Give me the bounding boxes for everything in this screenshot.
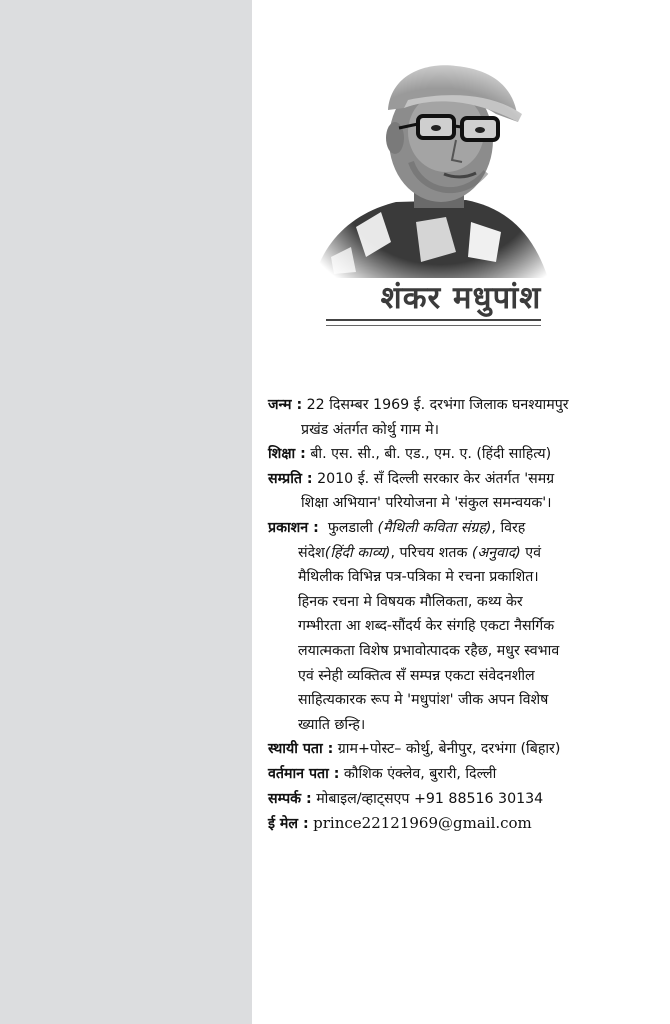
publication-l2e: एवं bbox=[520, 544, 542, 561]
grey-side-band bbox=[0, 0, 252, 1024]
publication-l2d: (अनुवाद) bbox=[471, 544, 521, 561]
contact-value: मोबाइल/व्हाट्सएप +91 88516 30134 bbox=[316, 790, 544, 807]
publication-l1c: , विरह bbox=[491, 519, 526, 536]
title-underline-thin bbox=[326, 325, 541, 326]
publication-l1a: फुलडाली bbox=[327, 519, 378, 536]
publication-label: प्रकाशन : bbox=[268, 519, 319, 536]
permanent-address-value: ग्राम+पोस्ट– कोर्थु, बेनीपुर, दरभंगा (बिहार) bbox=[337, 741, 561, 758]
education-row bbox=[268, 442, 618, 467]
current-address-row bbox=[268, 762, 618, 787]
current-address-value: कौशिक एंक्लेव, बुरारी, दिल्ली bbox=[343, 765, 497, 782]
permanent-address-label: स्थायी पता : bbox=[268, 741, 334, 758]
description-line2: गम्भीरता आ शब्द-सौंदर्य केर संगहि एकटा नैसर्गिक bbox=[298, 618, 555, 635]
publication-line3: मैथिलीक विभिन्न पत्र-पत्रिका मे रचना प्रकाशित। bbox=[298, 569, 539, 586]
description-line1: हिनक रचना मे विषयक मौलिकता, कथ्य केर bbox=[298, 593, 523, 610]
publication-l1b: (मैथिली कविता संग्रह) bbox=[377, 519, 492, 536]
description-line3: लयात्मकता विशेष प्रभावोत्पादक रहैछ, मधुर स्वभाव bbox=[298, 642, 560, 659]
biography-block bbox=[268, 393, 618, 837]
description-line4: एवं स्नेही व्यक्तित्व सँ सम्पन्न एकटा संवेदनशील bbox=[298, 667, 535, 684]
publication-row bbox=[268, 516, 618, 541]
title-wrap bbox=[252, 276, 670, 318]
education-value: बी. एस. सी., बी. एड., एम. ए. (हिंदी साहित्य) bbox=[310, 446, 552, 463]
birth-value-line1: 22 दिसम्बर 1969 ई. दरभंगा जिलाक घनश्यामपुर bbox=[306, 397, 569, 413]
current-role-row bbox=[268, 467, 618, 492]
description-line6: ख्याति छन्हि। bbox=[298, 716, 366, 733]
birth-label: जन्म : bbox=[268, 397, 303, 413]
education-label: शिक्षा : bbox=[268, 446, 306, 463]
description-line5: साहित्यकारक रूप मे 'मधुपांश' जीक अपन विशेष bbox=[298, 692, 549, 709]
current-address-label: वर्तमान पता : bbox=[268, 765, 340, 782]
publication-l2a: संदेश bbox=[298, 544, 325, 561]
publication-line2 bbox=[268, 541, 618, 566]
birth-value-line2: प्रखंड अंतर्गत कोर्थु गाम मे। bbox=[301, 421, 439, 438]
publication-l2c: , परिचय शतक bbox=[390, 544, 472, 561]
permanent-address-row bbox=[268, 737, 618, 762]
email-value: prince22121969@gmail.com bbox=[313, 814, 532, 833]
publication-l2b: (हिंदी काव्य) bbox=[324, 544, 391, 561]
author-name-heading: शंकर मधुपांश bbox=[380, 280, 542, 316]
current-role-label: सम्प्रति : bbox=[268, 470, 313, 487]
email-label: ई मेल : bbox=[268, 816, 309, 833]
current-role-line1: 2010 ई. सँ दिल्ली सरकार केर अंतर्गत 'समग्र bbox=[317, 470, 555, 487]
author-photo bbox=[296, 52, 558, 278]
contact-label: सम्पर्क : bbox=[268, 790, 312, 807]
title-underline bbox=[326, 319, 541, 321]
contact-row bbox=[268, 787, 618, 812]
email-row bbox=[268, 811, 618, 837]
current-role-line2: शिक्षा अभियान' परियोजना मे 'संकुल समन्वयक'। bbox=[301, 495, 552, 512]
birth-row bbox=[268, 393, 618, 418]
